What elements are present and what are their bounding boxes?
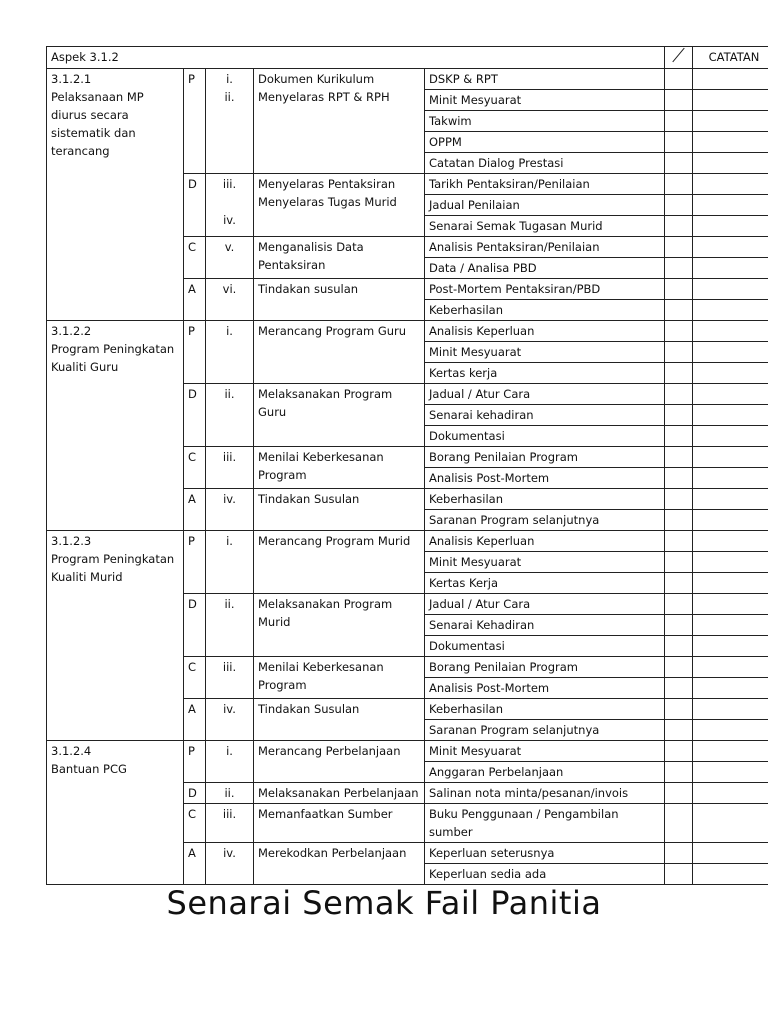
evidence-item: Minit Mesyuarat	[425, 90, 665, 111]
catatan-cell[interactable]	[693, 783, 768, 804]
item-number-cell	[206, 237, 254, 279]
evidence-item: Borang Penilaian Program	[425, 657, 665, 678]
activity-cell	[254, 237, 425, 279]
section-title: Pelaksanaan MP diurus secara sistematik dan terancang	[51, 90, 144, 158]
phase-letter: D	[184, 384, 206, 447]
phase-letter: C	[184, 657, 206, 699]
phase-letter: A	[184, 489, 206, 531]
item-number: iii.	[222, 807, 237, 821]
catatan-cell[interactable]	[693, 657, 768, 678]
catatan-cell[interactable]	[693, 552, 768, 573]
item-number: iv.	[223, 702, 236, 716]
tick-cell[interactable]	[665, 384, 693, 405]
item-number: iii.	[222, 177, 237, 191]
activity-label: Menganalisis Data Pentaksiran	[258, 240, 364, 272]
evidence-item: Data / Analisa PBD	[425, 258, 665, 279]
activity-cell	[254, 69, 425, 174]
evidence-item: Analisis Post-Mortem	[425, 678, 665, 699]
evidence-item: Minit Mesyuarat	[425, 741, 665, 762]
item-number-cell	[206, 321, 254, 384]
catatan-cell[interactable]	[693, 762, 768, 783]
catatan-header: CATATAN	[693, 47, 768, 69]
tick-cell[interactable]	[665, 573, 693, 594]
tick-cell[interactable]	[665, 843, 693, 864]
item-number: i.	[226, 534, 233, 548]
item-number-cell	[206, 384, 254, 447]
item-number: ii.	[224, 387, 235, 401]
table-row	[47, 321, 768, 342]
phase-letter: P	[184, 321, 206, 384]
catatan-cell[interactable]	[693, 174, 768, 195]
phase-letter: C	[184, 804, 206, 843]
catatan-cell[interactable]	[693, 111, 768, 132]
catatan-cell[interactable]	[693, 510, 768, 531]
section-title: Bantuan PCG	[51, 762, 127, 776]
tick-cell[interactable]	[665, 405, 693, 426]
tick-cell[interactable]	[665, 783, 693, 804]
activity-cell	[254, 384, 425, 447]
evidence-item: Keberhasilan	[425, 699, 665, 720]
activity-label: Merancang Program Murid	[258, 534, 411, 548]
evidence-item: Keberhasilan	[425, 489, 665, 510]
evidence-item: Analisis Keperluan	[425, 531, 665, 552]
item-number: iii.	[222, 450, 237, 464]
phase-letter: D	[184, 174, 206, 237]
phase-letter: A	[184, 843, 206, 885]
catatan-cell[interactable]	[693, 69, 768, 90]
phase-letter: P	[184, 741, 206, 783]
catatan-cell[interactable]	[693, 489, 768, 510]
activity-cell	[254, 447, 425, 489]
aspek-header: Aspek 3.1.2	[47, 47, 665, 69]
phase-letter: A	[184, 699, 206, 741]
evidence-item: Buku Penggunaan / Pengambilan sumber	[425, 804, 665, 843]
spacer	[210, 193, 249, 211]
item-number-cell	[206, 489, 254, 531]
section-cell	[47, 531, 184, 741]
tick-cell[interactable]	[665, 864, 693, 885]
evidence-item: Dokumentasi	[425, 636, 665, 657]
evidence-item: Senarai Kehadiran	[425, 615, 665, 636]
evidence-item: DSKP & RPT	[425, 69, 665, 90]
catatan-cell[interactable]	[693, 468, 768, 489]
catatan-cell[interactable]	[693, 195, 768, 216]
tick-cell[interactable]	[665, 195, 693, 216]
tick-cell[interactable]	[665, 531, 693, 552]
catatan-cell[interactable]	[693, 531, 768, 552]
section-cell	[47, 741, 184, 885]
evidence-item: Analisis Pentaksiran/Penilaian	[425, 237, 665, 258]
evidence-item: Keperluan seterusnya	[425, 843, 665, 864]
tick-cell[interactable]	[665, 426, 693, 447]
tick-cell[interactable]	[665, 720, 693, 741]
activity-cell	[254, 279, 425, 321]
catatan-cell[interactable]	[693, 342, 768, 363]
tick-cell[interactable]	[665, 678, 693, 699]
activity-label: Melaksanakan Program Murid	[258, 597, 393, 629]
evidence-item: Senarai Semak Tugasan Murid	[425, 216, 665, 237]
tick-cell[interactable]	[665, 132, 693, 153]
catatan-cell[interactable]	[693, 447, 768, 468]
evidence-item: Saranan Program selanjutnya	[425, 510, 665, 531]
item-number-cell	[206, 279, 254, 321]
phase-letter: D	[184, 783, 206, 804]
tick-cell[interactable]	[665, 762, 693, 783]
evidence-item: Jadual Penilaian	[425, 195, 665, 216]
catatan-cell[interactable]	[693, 405, 768, 426]
item-number-cell	[206, 783, 254, 804]
evidence-item: Dokumentasi	[425, 426, 665, 447]
section-code: 3.1.2.2	[51, 324, 92, 338]
catatan-cell[interactable]	[693, 321, 768, 342]
catatan-cell[interactable]	[693, 363, 768, 384]
item-number-cell	[206, 447, 254, 489]
evidence-item: Keberhasilan	[425, 300, 665, 321]
item-number: ii.	[224, 786, 235, 800]
activity-label: Menilai Keberkesanan Program	[258, 660, 384, 692]
section-code: 3.1.2.1	[51, 72, 92, 86]
catatan-cell[interactable]	[693, 300, 768, 321]
tick-cell[interactable]	[665, 363, 693, 384]
item-number: ii.	[224, 597, 235, 611]
table-row	[47, 69, 768, 90]
catatan-cell[interactable]	[693, 741, 768, 762]
evidence-item: Catatan Dialog Prestasi	[425, 153, 665, 174]
activity-cell	[254, 489, 425, 531]
activity-cell	[254, 321, 425, 384]
catatan-cell[interactable]	[693, 720, 768, 741]
evidence-item: Tarikh Pentaksiran/Penilaian	[425, 174, 665, 195]
phase-letter: P	[184, 531, 206, 594]
evidence-item: Analisis Post-Mortem	[425, 468, 665, 489]
item-number: i.	[226, 744, 233, 758]
item-number-cell	[206, 699, 254, 741]
tick-cell[interactable]	[665, 489, 693, 510]
catatan-cell[interactable]	[693, 279, 768, 300]
activity-cell	[254, 804, 425, 843]
tick-cell[interactable]	[665, 258, 693, 279]
catatan-cell[interactable]	[693, 384, 768, 405]
evidence-item: Salinan nota minta/pesanan/invois	[425, 783, 665, 804]
activity-label: Menyelaras RPT & RPH	[258, 90, 390, 104]
document-title: Senarai Semak Fail Panitia	[166, 884, 602, 922]
catatan-cell[interactable]	[693, 864, 768, 885]
tick-cell[interactable]	[665, 699, 693, 720]
evidence-item: Saranan Program selanjutnya	[425, 720, 665, 741]
section-code: 3.1.2.3	[51, 534, 92, 548]
tick-cell[interactable]	[665, 300, 693, 321]
activity-label: Memanfaatkan Sumber	[258, 807, 393, 821]
activity-cell	[254, 531, 425, 594]
evidence-item: OPPM	[425, 132, 665, 153]
item-number: iii.	[222, 660, 237, 674]
tick-cell[interactable]	[665, 153, 693, 174]
tick-cell[interactable]	[665, 90, 693, 111]
catatan-cell[interactable]	[693, 804, 768, 843]
tick-column-header	[665, 47, 693, 69]
activity-label: Merancang Perbelanjaan	[258, 744, 401, 758]
catatan-cell[interactable]	[693, 426, 768, 447]
phase-letter: D	[184, 594, 206, 657]
activity-label: Merekodkan Perbelanjaan	[258, 846, 407, 860]
tick-cell[interactable]	[665, 468, 693, 489]
activity-label: Merancang Program Guru	[258, 324, 407, 338]
evidence-item: Minit Mesyuarat	[425, 552, 665, 573]
item-number-cell	[206, 741, 254, 783]
tick-cell[interactable]	[665, 111, 693, 132]
tick-cell[interactable]	[665, 510, 693, 531]
item-number: i.	[226, 72, 233, 86]
evidence-item: Analisis Keperluan	[425, 321, 665, 342]
evidence-item: Kertas kerja	[425, 363, 665, 384]
activity-label: Menilai Keberkesanan Program	[258, 450, 384, 482]
tick-cell[interactable]	[665, 615, 693, 636]
header-row	[47, 47, 768, 69]
catatan-cell[interactable]	[693, 678, 768, 699]
tick-cell[interactable]	[665, 636, 693, 657]
activity-label: Dokumen Kurikulum	[258, 72, 375, 86]
activity-cell	[254, 594, 425, 657]
activity-cell	[254, 699, 425, 741]
tick-cell[interactable]	[665, 447, 693, 468]
evidence-item: Jadual / Atur Cara	[425, 594, 665, 615]
item-number: iv.	[223, 492, 236, 506]
item-number: i.	[226, 324, 233, 338]
item-number-cell	[206, 843, 254, 885]
tick-cell[interactable]	[665, 552, 693, 573]
tick-cell[interactable]	[665, 69, 693, 90]
catatan-cell[interactable]	[693, 258, 768, 279]
table-row	[47, 531, 768, 552]
tick-cell[interactable]	[665, 804, 693, 843]
evidence-item: Keperluan sedia ada	[425, 864, 665, 885]
catatan-cell[interactable]	[693, 699, 768, 720]
catatan-cell[interactable]	[693, 843, 768, 864]
checklist-table	[46, 46, 768, 885]
activity-label: Menyelaras Pentaksiran	[258, 177, 396, 191]
activity-cell	[254, 657, 425, 699]
section-title: Program Peningkatan Kualiti Guru	[51, 342, 175, 374]
phase-letter: C	[184, 447, 206, 489]
item-number-cell	[206, 804, 254, 843]
item-number-cell	[206, 657, 254, 699]
item-number-cell	[206, 531, 254, 594]
catatan-cell[interactable]	[693, 132, 768, 153]
activity-label: Melaksanakan Program Guru	[258, 387, 393, 419]
evidence-item: Minit Mesyuarat	[425, 342, 665, 363]
tick-cell[interactable]	[665, 279, 693, 300]
item-number: v.	[224, 240, 235, 254]
catatan-cell[interactable]	[693, 237, 768, 258]
item-number: vi.	[222, 282, 237, 296]
activity-label: Menyelaras Tugas Murid	[258, 195, 397, 209]
phase-letter: A	[184, 279, 206, 321]
evidence-item: Post-Mortem Pentaksiran/PBD	[425, 279, 665, 300]
tick-cell[interactable]	[665, 237, 693, 258]
phase-letter: C	[184, 237, 206, 279]
tick-cell[interactable]	[665, 216, 693, 237]
catatan-cell[interactable]	[693, 90, 768, 111]
evidence-item: Senarai kehadiran	[425, 405, 665, 426]
activity-cell	[254, 843, 425, 885]
slash-tick-icon	[671, 47, 687, 63]
section-cell	[47, 69, 184, 321]
tick-cell[interactable]	[665, 594, 693, 615]
item-number: iv.	[223, 846, 236, 860]
catatan-cell[interactable]	[693, 573, 768, 594]
evidence-item: Takwim	[425, 111, 665, 132]
catatan-cell[interactable]	[693, 216, 768, 237]
catatan-cell[interactable]	[693, 594, 768, 615]
tick-cell[interactable]	[665, 321, 693, 342]
item-number-cell	[206, 594, 254, 657]
activity-label: Melaksanakan Perbelanjaan	[258, 786, 419, 800]
catatan-cell[interactable]	[693, 636, 768, 657]
activity-cell	[254, 741, 425, 783]
section-title: Program Peningkatan Kualiti Murid	[51, 552, 175, 584]
tick-cell[interactable]	[665, 174, 693, 195]
phase-letter: P	[184, 69, 206, 174]
table-row	[47, 741, 768, 762]
activity-cell	[254, 174, 425, 237]
evidence-item: Kertas Kerja	[425, 573, 665, 594]
evidence-item: Jadual / Atur Cara	[425, 384, 665, 405]
catatan-cell[interactable]	[693, 615, 768, 636]
item-number-cell	[206, 174, 254, 237]
evidence-item: Anggaran Perbelanjaan	[425, 762, 665, 783]
tick-cell[interactable]	[665, 657, 693, 678]
tick-cell[interactable]	[665, 741, 693, 762]
activity-label: Tindakan Susulan	[258, 492, 360, 506]
evidence-item: Borang Penilaian Program	[425, 447, 665, 468]
section-cell	[47, 321, 184, 531]
activity-label: Tindakan Susulan	[258, 702, 360, 716]
item-number: ii.	[224, 90, 235, 104]
activity-label: Tindakan susulan	[258, 282, 359, 296]
activity-cell	[254, 783, 425, 804]
section-code: 3.1.2.4	[51, 744, 92, 758]
item-number-cell	[206, 69, 254, 174]
tick-cell[interactable]	[665, 342, 693, 363]
catatan-cell[interactable]	[693, 153, 768, 174]
item-number: iv.	[223, 213, 236, 227]
